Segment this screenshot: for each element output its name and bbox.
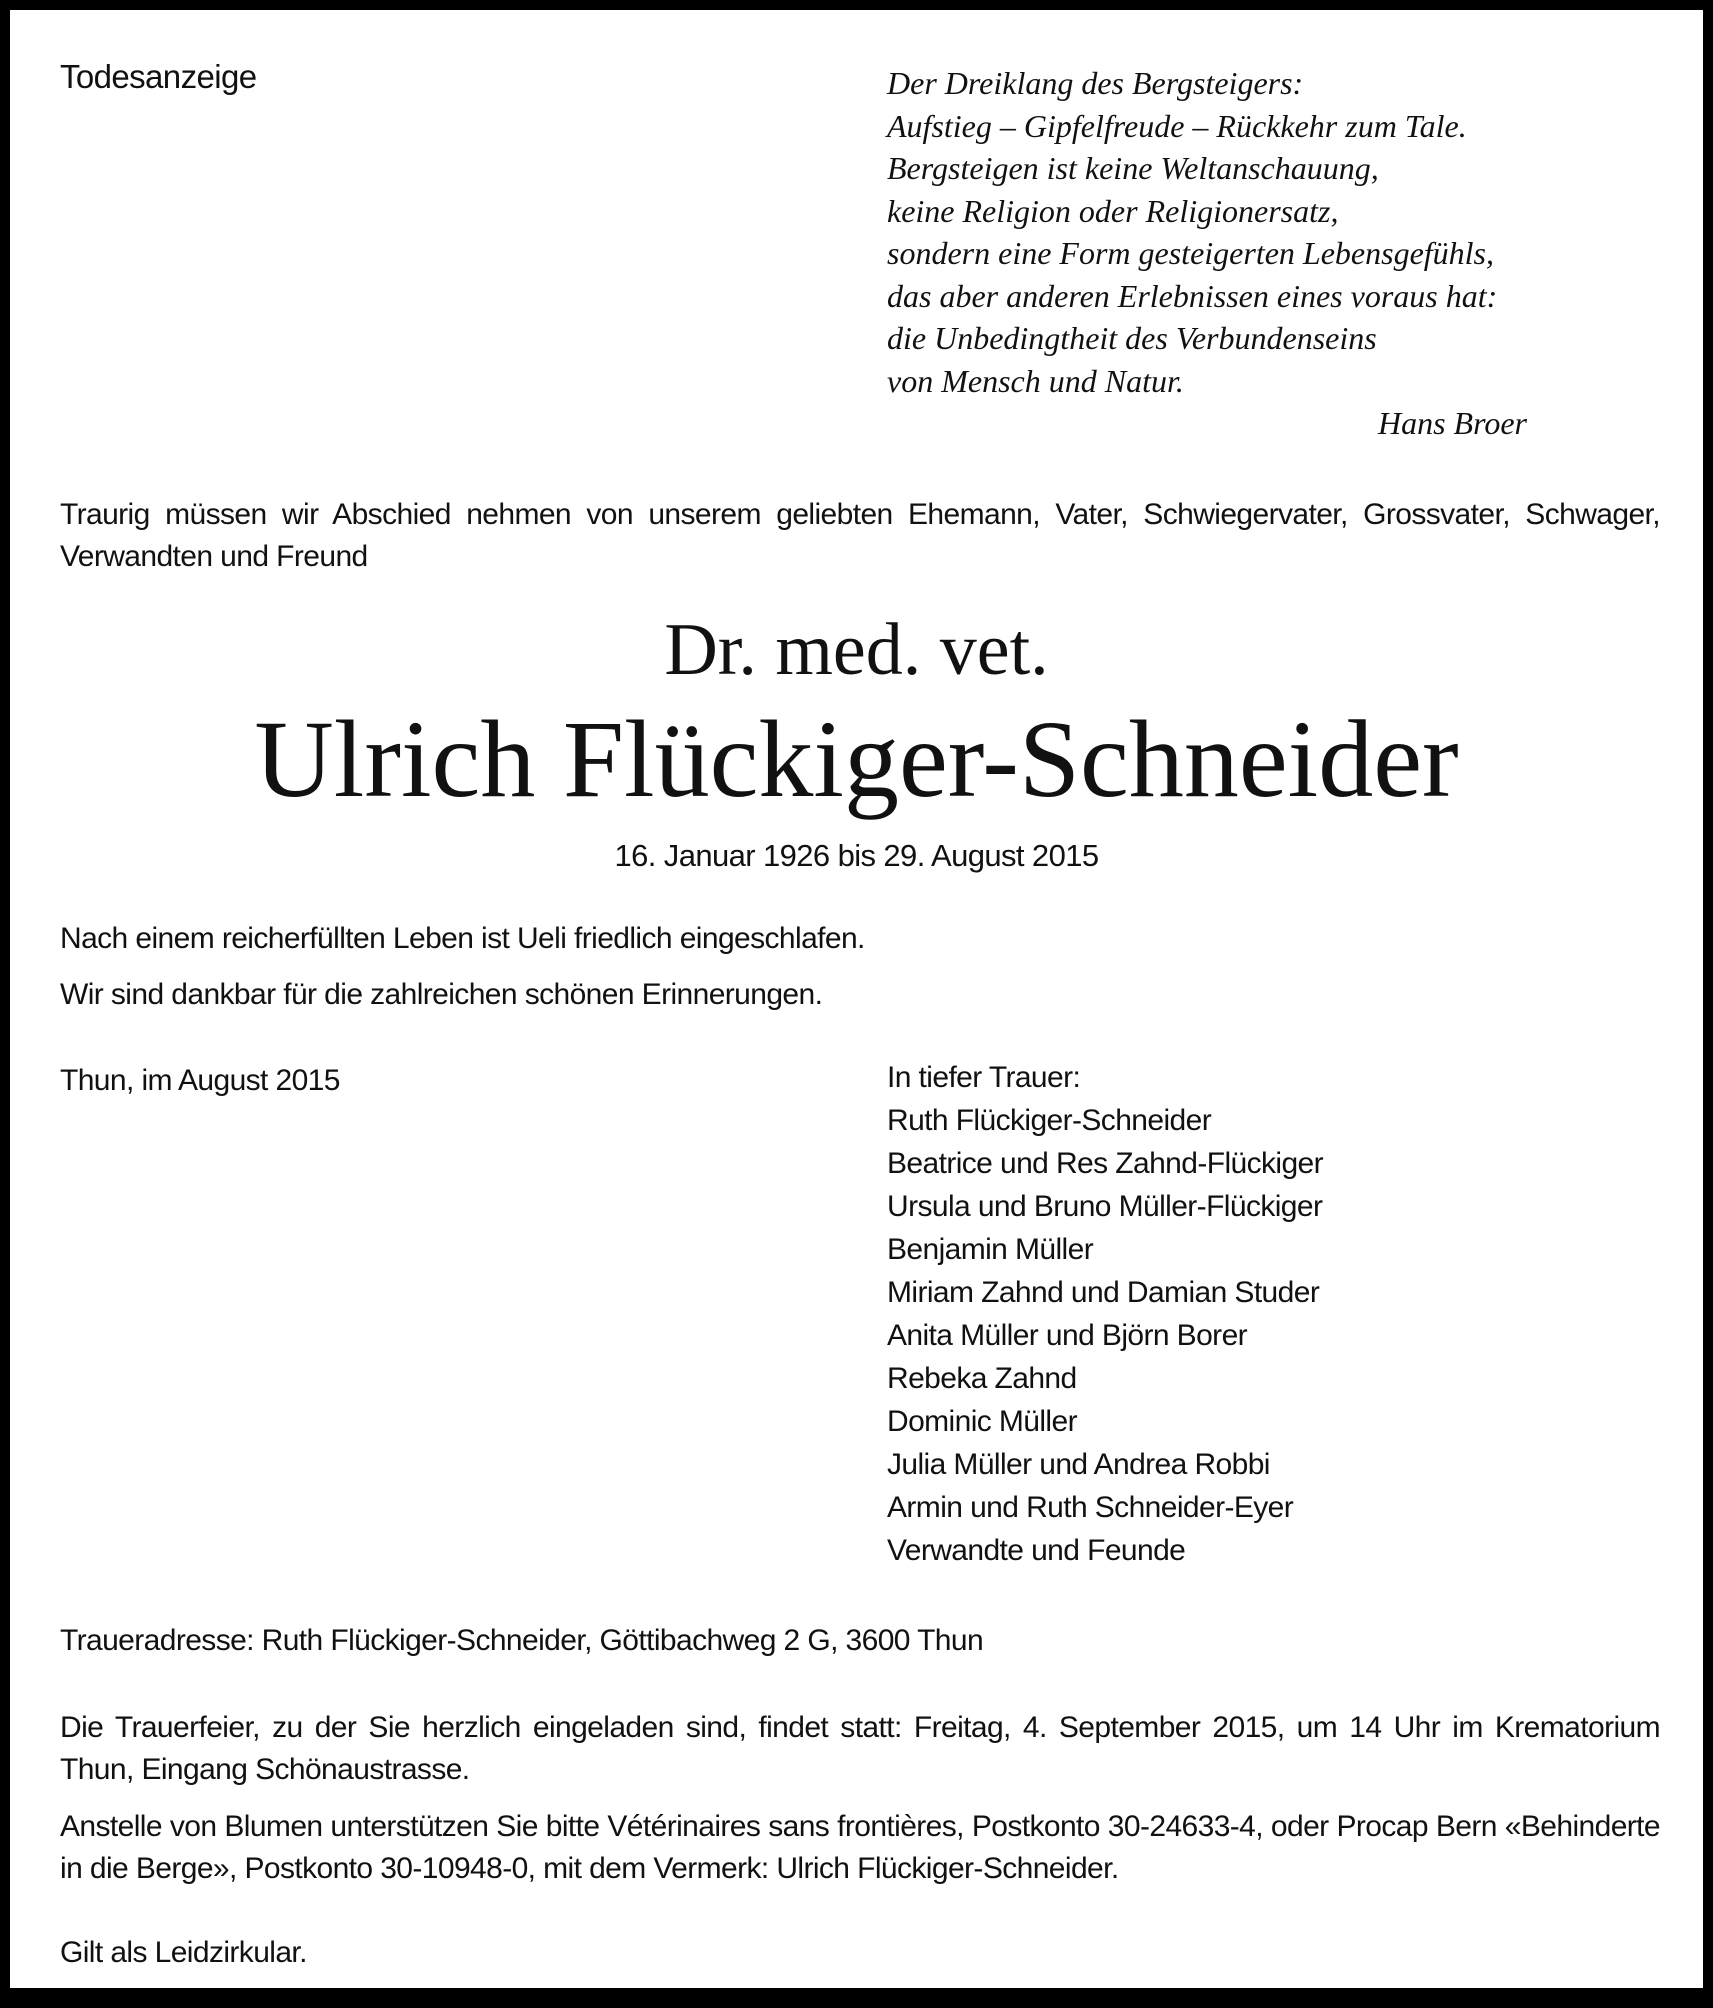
- quote-block: [887, 62, 1527, 445]
- text-line: Wir sind dankbar für die zahlreichen schönen Erinnerungen.: [60, 978, 823, 1011]
- mourner: Julia Müller und Andrea Robbi: [887, 1448, 1270, 1481]
- donation-text: Anstelle von Blumen unterstützen Sie bitte Vétérinaires sans frontières, Postkonto 30-24633-4, oder Procap Bern «Behinderte in die Berge», Postkonto 30-10948-0, mit dem Vermerk: Ulrich Flückiger-Schneider.: [60, 1810, 1660, 1885]
- mourner: Rebeka Zahnd: [887, 1362, 1077, 1395]
- quote-line: keine Religion oder Religionersatz,: [887, 192, 1339, 229]
- mourner: Miriam Zahnd und Damian Studer: [887, 1276, 1320, 1309]
- mourner: Armin und Ruth Schneider-Eyer: [887, 1491, 1294, 1524]
- quote-line: von Mensch und Natur.: [887, 362, 1184, 399]
- mourner: Benjamin Müller: [887, 1233, 1094, 1266]
- life-dates: 16. Januar 1926 bis 29. August 2015: [614, 838, 1099, 873]
- mourner: Beatrice und Res Zahnd-Flückiger: [887, 1147, 1324, 1180]
- quote-author: Hans Broer: [1377, 405, 1527, 441]
- deceased-title: Dr. med. vet.: [664, 609, 1049, 691]
- deceased-name: Ulrich Flückiger-Schneider: [254, 698, 1459, 820]
- mourner: Ruth Flückiger-Schneider: [887, 1104, 1212, 1137]
- quote-line: Der Dreiklang des Bergsteigers:: [887, 65, 1304, 101]
- place-date: Thun, im August 2015: [60, 1064, 340, 1097]
- notice-heading: Todesanzeige: [60, 58, 257, 95]
- mourner: Verwandte und Feunde: [887, 1534, 1186, 1567]
- quote-line: Aufstieg – Gipfelfreude – Rückkehr zum Tale.: [887, 107, 1467, 144]
- mourner: Anita Müller und Björn Borer: [887, 1319, 1248, 1352]
- quote-line: die Unbedingtheit des Verbundenseins: [887, 320, 1377, 356]
- obituary-notice: [10, 10, 1703, 1988]
- mourning-address: Traueradresse: Ruth Flückiger-Schneider, Göttibachweg 2 G, 3600 Thun: [60, 1624, 984, 1657]
- mourner: In tiefer Trauer:: [887, 1061, 1081, 1094]
- closing-note: Gilt als Leidzirkular.: [60, 1936, 307, 1969]
- intro-text: Traurig müssen wir Abschied nehmen von unserem geliebten Ehemann, Vater, Schwiegervater, Grossvater, Schwager, Verwandten und Freund: [60, 498, 1660, 573]
- ceremony-text: Die Trauerfeier, zu der Sie herzlich eingeladen sind, findet statt: Freitag, 4. September 2015, um 14 Uhr im Krematorium Thun, Eingang Schönaustrasse.: [60, 1711, 1660, 1786]
- mourner: Dominic Müller: [887, 1405, 1077, 1438]
- quote-line: Bergsteigen ist keine Weltanschauung,: [887, 150, 1379, 186]
- quote-line: sondern eine Form gesteigerten Lebensgefühls,: [887, 235, 1494, 271]
- text-line: Nach einem reicherfüllten Leben ist Ueli friedlich eingeschlafen.: [60, 922, 865, 955]
- mourner: Ursula und Bruno Müller-Flückiger: [887, 1190, 1323, 1223]
- quote-line: das aber anderen Erlebnissen eines voraus hat:: [887, 277, 1498, 314]
- mourners-list: [887, 1056, 1323, 1572]
